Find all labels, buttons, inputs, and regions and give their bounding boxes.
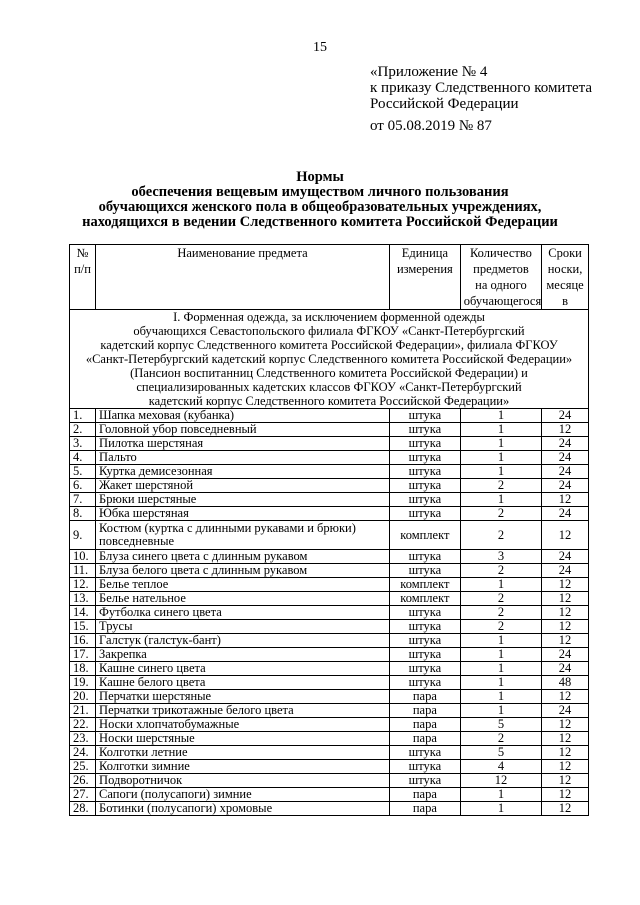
row-unit: штука [389, 451, 460, 465]
row-term: 12 [542, 760, 589, 774]
row-name: Перчатки шерстяные [96, 690, 390, 704]
table-header-row [70, 245, 589, 310]
row-num: 8. [70, 507, 96, 521]
row-qty: 1 [460, 648, 541, 662]
header-name: Наименование предмета [96, 245, 390, 310]
row-name: Брюки шерстяные [96, 493, 390, 507]
row-unit: штука [389, 465, 460, 479]
row-term: 24 [542, 479, 589, 493]
row-term: 12 [542, 493, 589, 507]
row-num: 17. [70, 648, 96, 662]
row-unit: комплект [389, 578, 460, 592]
row-name: Жакет шерстяной [96, 479, 390, 493]
row-name: Сапоги (полусапоги) зимние [96, 788, 390, 802]
row-unit: штука [389, 409, 460, 423]
row-unit: штука [389, 493, 460, 507]
row-qty: 2 [460, 620, 541, 634]
row-unit: штука [389, 634, 460, 648]
row-unit: пара [389, 732, 460, 746]
row-num: 9. [70, 521, 96, 550]
row-term: 12 [542, 746, 589, 760]
appendix-header [370, 64, 592, 112]
row-unit: комплект [389, 521, 460, 550]
table-row [70, 676, 589, 690]
row-unit: штука [389, 437, 460, 451]
row-qty: 1 [460, 634, 541, 648]
row-num: 26. [70, 774, 96, 788]
table-row [70, 634, 589, 648]
row-name: Блуза белого цвета с длинным рукавом [96, 564, 390, 578]
row-num: 12. [70, 578, 96, 592]
appendix-line-1: «Приложение № 4 [370, 64, 488, 80]
row-term: 24 [542, 451, 589, 465]
row-qty: 1 [460, 437, 541, 451]
row-qty: 3 [460, 550, 541, 564]
row-name: Пальто [96, 451, 390, 465]
row-qty: 1 [460, 802, 541, 816]
row-num: 7. [70, 493, 96, 507]
row-unit: штука [389, 550, 460, 564]
row-qty: 1 [460, 704, 541, 718]
row-term: 24 [542, 564, 589, 578]
row-num: 13. [70, 592, 96, 606]
row-num: 6. [70, 479, 96, 493]
row-term: 24 [542, 409, 589, 423]
row-qty: 1 [460, 423, 541, 437]
table-row [70, 704, 589, 718]
title-line-2: обеспечения вещевым имуществом личного пользования [131, 184, 509, 200]
header-qty: Количество предметов на одного обучающегося [460, 245, 541, 310]
row-num: 2. [70, 423, 96, 437]
table-row [70, 690, 589, 704]
table-row [70, 564, 589, 578]
table-row [70, 451, 589, 465]
row-term: 12 [542, 718, 589, 732]
row-name: Куртка демисезонная [96, 465, 390, 479]
title-line-4: находящихся в ведении Следственного комитета Российской Федерации [82, 214, 558, 230]
row-unit: штука [389, 620, 460, 634]
row-num: 19. [70, 676, 96, 690]
table-row [70, 578, 589, 592]
row-unit: штука [389, 662, 460, 676]
row-qty: 1 [460, 465, 541, 479]
row-num: 10. [70, 550, 96, 564]
row-name: Головной убор повседневный [96, 423, 390, 437]
row-unit: штука [389, 746, 460, 760]
header-unit: Единица измерения [389, 245, 460, 310]
row-qty: 12 [460, 774, 541, 788]
row-term: 12 [542, 690, 589, 704]
table-row [70, 521, 589, 550]
row-qty: 1 [460, 578, 541, 592]
row-num: 11. [70, 564, 96, 578]
row-qty: 1 [460, 788, 541, 802]
row-unit: штука [389, 564, 460, 578]
section-heading: I. Форменная одежда, за исключением форменной одежды обучающихся Севастопольского филиала ФГКОУ «Санкт-Петербургский кадетский корпус Следственного комитета Российской Федерации», филиала ФГКОУ «Санкт-Петербургский кадетский корпус Следственного комитета Российской Федерации» (Пансион воспитанниц Следственного комитета Российской Федерации) и специализированных кадетских классов ФГКОУ «Санкт-Петербургский кадетский корпус Следственного комитета Российской Федерации» [70, 310, 589, 409]
appendix-line-3: Российской Федерации [370, 96, 519, 112]
row-qty: 2 [460, 732, 541, 746]
row-name: Носки шерстяные [96, 732, 390, 746]
row-unit: комплект [389, 592, 460, 606]
row-qty: 4 [460, 760, 541, 774]
row-num: 28. [70, 802, 96, 816]
row-name: Галстук (галстук-бант) [96, 634, 390, 648]
row-unit: штука [389, 676, 460, 690]
row-qty: 2 [460, 507, 541, 521]
order-date: от 05.08.2019 № 87 [370, 118, 492, 134]
table-row [70, 732, 589, 746]
title-line-1: Нормы [296, 169, 344, 185]
row-name: Носки хлопчатобумажные [96, 718, 390, 732]
table-row [70, 465, 589, 479]
row-unit: штука [389, 648, 460, 662]
row-qty: 1 [460, 676, 541, 690]
row-unit: пара [389, 704, 460, 718]
table-row [70, 662, 589, 676]
row-term: 24 [542, 648, 589, 662]
row-unit: штука [389, 774, 460, 788]
row-unit: штука [389, 507, 460, 521]
row-num: 23. [70, 732, 96, 746]
row-name: Подворотничок [96, 774, 390, 788]
table-row [70, 718, 589, 732]
row-term: 12 [542, 732, 589, 746]
row-num: 25. [70, 760, 96, 774]
row-name: Кашне синего цвета [96, 662, 390, 676]
row-num: 21. [70, 704, 96, 718]
row-num: 1. [70, 409, 96, 423]
row-num: 3. [70, 437, 96, 451]
row-unit: штука [389, 479, 460, 493]
row-name: Шапка меховая (кубанка) [96, 409, 390, 423]
row-qty: 2 [460, 606, 541, 620]
row-name: Костюм (куртка с длинными рукавами и брюки) повседневные [96, 521, 390, 550]
row-qty: 2 [460, 479, 541, 493]
row-term: 24 [542, 704, 589, 718]
row-name: Колготки летние [96, 746, 390, 760]
row-name: Перчатки трикотажные белого цвета [96, 704, 390, 718]
row-term: 24 [542, 465, 589, 479]
row-name: Колготки зимние [96, 760, 390, 774]
row-term: 12 [542, 423, 589, 437]
title-line-3: обучающихся женского пола в общеобразовательных учреждениях, [98, 199, 542, 215]
table-row [70, 550, 589, 564]
header-term: Сроки носки, месяце в [542, 245, 589, 310]
row-num: 4. [70, 451, 96, 465]
row-name: Юбка шерстяная [96, 507, 390, 521]
page-number: 15 [313, 40, 327, 55]
row-term: 12 [542, 774, 589, 788]
row-num: 27. [70, 788, 96, 802]
row-name: Блуза синего цвета с длинным рукавом [96, 550, 390, 564]
row-qty: 1 [460, 409, 541, 423]
row-unit: штука [389, 606, 460, 620]
table-row [70, 788, 589, 802]
row-unit: пара [389, 802, 460, 816]
table-row [70, 409, 589, 423]
row-qty: 1 [460, 662, 541, 676]
row-name: Пилотка шерстяная [96, 437, 390, 451]
row-num: 14. [70, 606, 96, 620]
row-name: Трусы [96, 620, 390, 634]
table-row [70, 592, 589, 606]
row-term: 24 [542, 437, 589, 451]
row-name: Белье нательное [96, 592, 390, 606]
row-term: 12 [542, 802, 589, 816]
table-row [70, 437, 589, 451]
table-row [70, 423, 589, 437]
row-term: 24 [542, 550, 589, 564]
row-term: 12 [542, 578, 589, 592]
row-term: 12 [542, 592, 589, 606]
table-row [70, 620, 589, 634]
table-row [70, 802, 589, 816]
row-term: 12 [542, 634, 589, 648]
row-qty: 5 [460, 746, 541, 760]
row-term: 24 [542, 662, 589, 676]
table-row [70, 648, 589, 662]
row-num: 5. [70, 465, 96, 479]
row-qty: 2 [460, 592, 541, 606]
row-name: Кашне белого цвета [96, 676, 390, 690]
table-row [70, 479, 589, 493]
document-title [0, 170, 640, 230]
table-row [70, 774, 589, 788]
row-num: 22. [70, 718, 96, 732]
header-num: № п/п [70, 245, 96, 310]
table-row [70, 606, 589, 620]
row-unit: штука [389, 423, 460, 437]
row-qty: 5 [460, 718, 541, 732]
row-unit: пара [389, 690, 460, 704]
section-row [70, 310, 589, 409]
row-term: 48 [542, 676, 589, 690]
row-num: 15. [70, 620, 96, 634]
row-num: 18. [70, 662, 96, 676]
row-name: Футболка синего цвета [96, 606, 390, 620]
table-row [70, 760, 589, 774]
row-qty: 1 [460, 493, 541, 507]
row-term: 12 [542, 521, 589, 550]
row-num: 20. [70, 690, 96, 704]
row-qty: 2 [460, 564, 541, 578]
row-name: Закрепка [96, 648, 390, 662]
row-unit: пара [389, 718, 460, 732]
row-name: Белье теплое [96, 578, 390, 592]
row-term: 12 [542, 606, 589, 620]
row-unit: штука [389, 760, 460, 774]
row-term: 12 [542, 788, 589, 802]
row-name: Ботинки (полусапоги) хромовые [96, 802, 390, 816]
table-row [70, 493, 589, 507]
appendix-line-2: к приказу Следственного комитета [370, 80, 593, 96]
row-num: 24. [70, 746, 96, 760]
row-unit: пара [389, 788, 460, 802]
row-qty: 1 [460, 451, 541, 465]
row-term: 12 [542, 620, 589, 634]
row-num: 16. [70, 634, 96, 648]
table-row [70, 746, 589, 760]
table-row [70, 507, 589, 521]
row-qty: 2 [460, 521, 541, 550]
norms-table [69, 244, 589, 816]
row-term: 24 [542, 507, 589, 521]
row-qty: 1 [460, 690, 541, 704]
